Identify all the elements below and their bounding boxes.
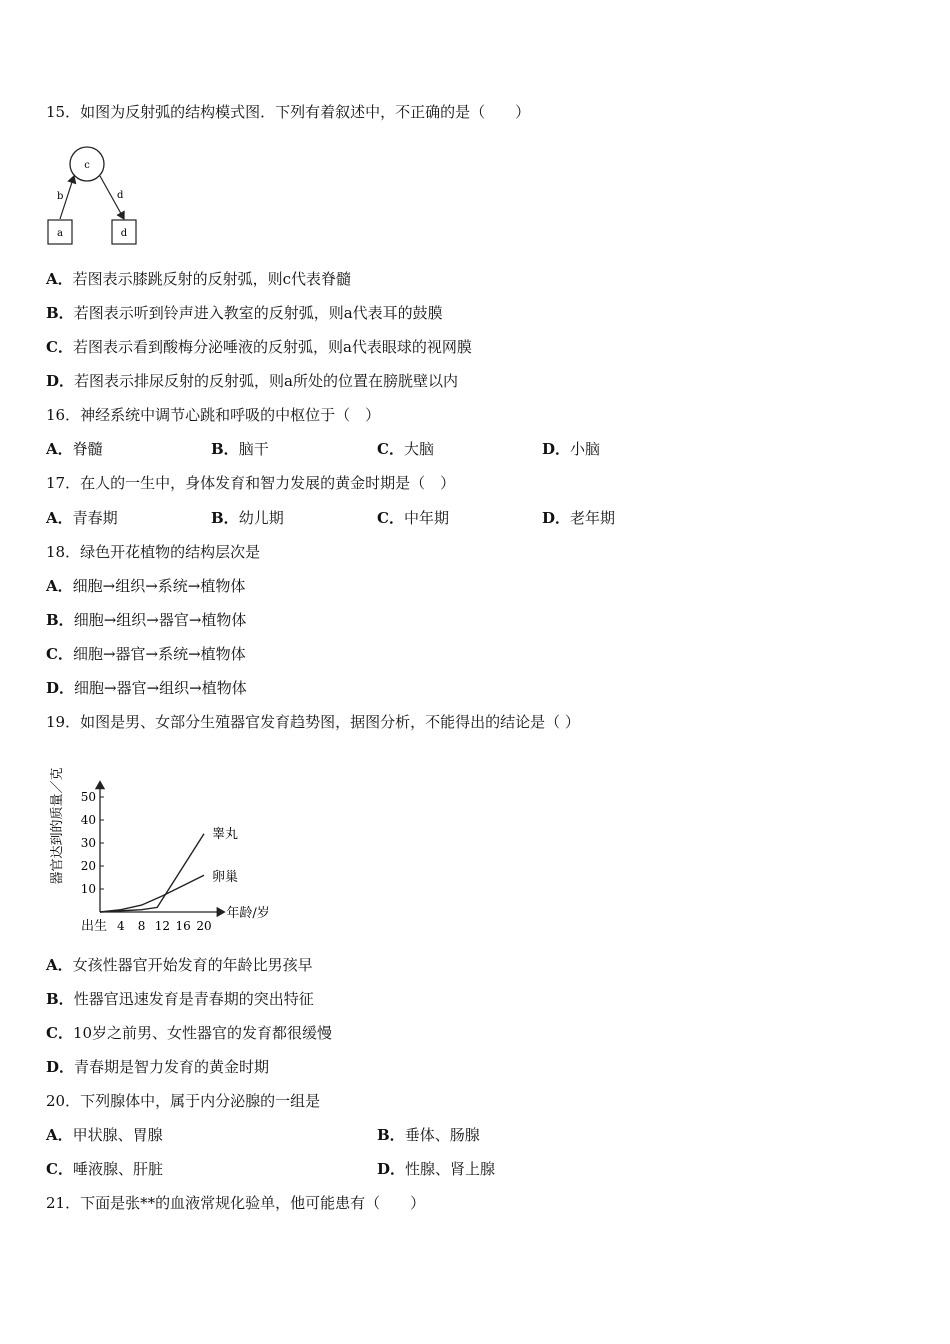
q20-stem: 20．下列腺体中，属于内分泌腺的一组是 xyxy=(46,1092,321,1110)
x-tick-label: 8 xyxy=(137,919,146,933)
q17-option-d: D．老年期 xyxy=(542,509,616,527)
q18-option-d: D．细胞→器官→组织→植物体 xyxy=(46,679,247,697)
q20-option-c: C．唾液腺、肝脏 xyxy=(46,1160,163,1178)
series-label-ovary: 卵巢 xyxy=(212,870,239,886)
q15-option-b: B．若图表示听到铃声进入教室的反射弧，则a代表耳的鼓膜 xyxy=(46,304,443,322)
q15-option-d: D．若图表示排尿反射的反射弧，则a所处的位置在膀胱壁以内 xyxy=(46,372,458,390)
q18-stem: 18．绿色开花植物的结构层次是 xyxy=(46,543,261,561)
origin-label: 出生 xyxy=(80,919,108,934)
x-tick-label: 20 xyxy=(196,919,212,933)
q21-stem: 21．下面是张**的血液常规化验单，他可能患有（ ） xyxy=(46,1194,426,1212)
reflex-arc-diagram xyxy=(44,142,144,248)
q16-option-c: C．大脑 xyxy=(377,440,434,458)
q19-stem: 19．如图是男、女部分生殖器官发育趋势图，据图分析，不能得出的结论是（ ） xyxy=(46,713,580,731)
node-d-label: d xyxy=(120,228,128,239)
q16-option-b: B．脑干 xyxy=(211,440,269,458)
q17-option-c: C．中年期 xyxy=(377,509,449,527)
q15-option-c: C．若图表示看到酸梅分泌唾液的反射弧，则a代表眼球的视网膜 xyxy=(46,338,472,356)
x-axis-label: 年龄/岁 xyxy=(226,906,270,921)
q19-option-a: A．女孩性器官开始发育的年龄比男孩早 xyxy=(46,956,313,974)
q20-option-a: A．甲状腺、胃腺 xyxy=(46,1126,163,1144)
node-a-label: a xyxy=(57,228,63,239)
series-line-ovary xyxy=(100,875,204,912)
x-tick-label: 16 xyxy=(175,919,191,933)
q17-option-a: A．青春期 xyxy=(46,509,118,527)
q16-stem: 16．神经系统中调节心跳和呼吸的中枢位于（ ） xyxy=(46,406,381,424)
arrow-b-label: b xyxy=(57,191,64,202)
q17-option-b: B．幼儿期 xyxy=(211,509,284,527)
y-tick-label: 30 xyxy=(80,836,96,850)
organ-development-chart xyxy=(40,748,280,940)
q19-option-d: D．青春期是智力发育的黄金时期 xyxy=(46,1058,270,1076)
q17-stem: 17．在人的一生中，身体发育和智力发展的黄金时期是（ ） xyxy=(46,474,456,492)
q20-option-b: B．垂体、肠腺 xyxy=(377,1126,480,1144)
q18-option-b: B．细胞→组织→器官→植物体 xyxy=(46,611,247,629)
q16-option-d: D．小脑 xyxy=(542,440,601,458)
node-c-label: c xyxy=(84,160,90,171)
x-tick-label: 4 xyxy=(116,919,125,933)
q20-option-d: D．性腺、肾上腺 xyxy=(377,1160,496,1178)
q15-option-a: A．若图表示膝跳反射的反射弧，则c代表脊髓 xyxy=(46,270,352,288)
y-tick-label: 40 xyxy=(80,813,96,827)
q19-option-b: B．性器官迅速发育是青春期的突出特征 xyxy=(46,990,314,1008)
q18-option-c: C．细胞→器官→系统→植物体 xyxy=(46,645,246,663)
q18-option-a: A．细胞→组织→系统→植物体 xyxy=(46,577,246,595)
q19-option-c: C．10岁之前男、女性器官的发育都很缓慢 xyxy=(46,1024,333,1042)
q15-stem: 15．如图为反射弧的结构模式图．下列有着叙述中，不正确的是（ ） xyxy=(46,103,531,121)
y-axis-label: 器官达到的质量／克 xyxy=(50,767,65,885)
series-label-testis: 睾丸 xyxy=(212,826,239,842)
y-tick-label: 10 xyxy=(80,882,96,896)
q16-option-a: A．脊髓 xyxy=(46,440,103,458)
y-tick-label: 50 xyxy=(80,790,96,804)
y-tick-label: 20 xyxy=(80,859,96,873)
x-tick-label: 12 xyxy=(154,919,171,933)
arrow-d-label: d xyxy=(117,190,124,201)
